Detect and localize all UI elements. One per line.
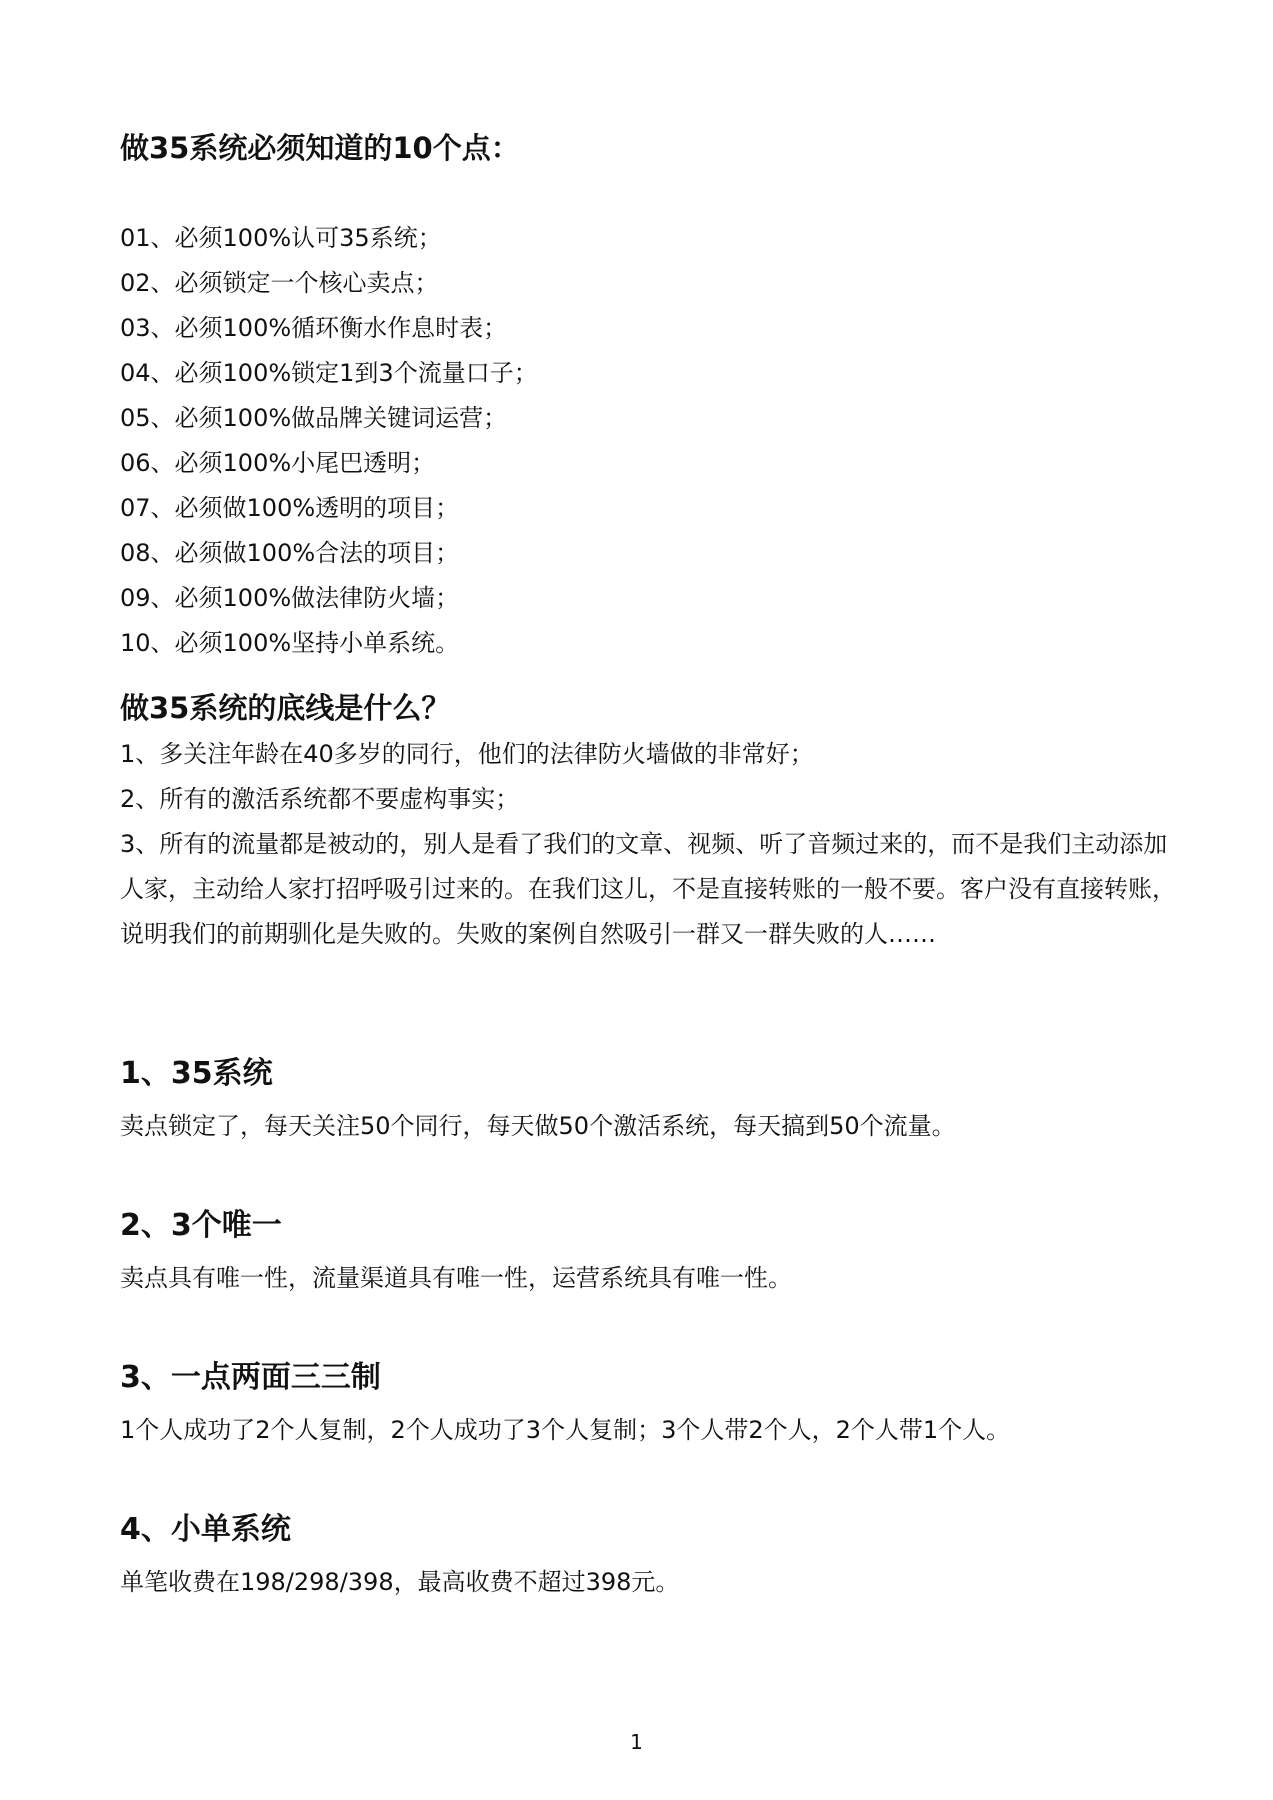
section-three-unique bbox=[120, 1204, 1180, 1300]
list-item: 10、必须100%坚持小单系统。 bbox=[120, 629, 460, 657]
bottomline-list bbox=[120, 732, 1180, 957]
list-item: 08、必须做100%合法的项目； bbox=[120, 539, 460, 567]
document-content bbox=[120, 128, 1180, 1604]
page-number: 1 bbox=[630, 1730, 643, 1754]
section-body: 卖点具有唯一性，流量渠道具有唯一性，运营系统具有唯一性。 bbox=[120, 1264, 792, 1292]
section-body: 单笔收费在198/298/398，最高收费不超过398元。 bbox=[120, 1568, 680, 1596]
section-title: 3、一点两面三三制 bbox=[120, 1360, 381, 1395]
list-item: 05、必须100%做品牌关键词运营； bbox=[120, 404, 508, 432]
section-body: 卖点锁定了，每天关注50个同行，每天做50个激活系统，每天搞到50个流量。 bbox=[120, 1112, 956, 1140]
list-item: 04、必须100%锁定1到3个流量口子； bbox=[120, 359, 538, 387]
list-item: 09、必须100%做法律防火墙； bbox=[120, 584, 460, 612]
section-title: 2、3个唯一 bbox=[120, 1208, 282, 1243]
list-item: 06、必须100%小尾巴透明； bbox=[120, 449, 436, 477]
list-item: 3、所有的流量都是被动的，别人是看了我们的文章、视频、听了音频过来的，而不是我们主动添加人家，主动给人家打招呼吸引过来的。在我们这儿，不是直接转账的一般不要。客户没有直接转账，说明我们的前期驯化是失败的。失败的案例自然吸引一群又一群失败的人…… bbox=[120, 830, 1176, 948]
list-item: 07、必须做100%透明的项目； bbox=[120, 494, 460, 522]
list-item: 02、必须锁定一个核心卖点； bbox=[120, 269, 439, 297]
ten-points-list bbox=[120, 216, 1180, 666]
heading-bottomline: 做35系统的底线是什么？ bbox=[120, 691, 451, 725]
list-item: 1、多关注年龄在40多岁的同行，他们的法律防火墙做的非常好； bbox=[120, 740, 814, 768]
section-title: 4、小单系统 bbox=[120, 1512, 291, 1547]
section-title: 1、35系统 bbox=[120, 1056, 273, 1091]
section-body: 1个人成功了2个人复制，2个人成功了3个人复制；3个人带2个人，2个人带1个人。 bbox=[120, 1416, 1011, 1444]
section-small-order-system bbox=[120, 1508, 1180, 1604]
list-item: 2、所有的激活系统都不要虚构事实； bbox=[120, 785, 520, 813]
list-item: 03、必须100%循环衡水作息时表； bbox=[120, 314, 508, 342]
section-35-system bbox=[120, 1052, 1180, 1148]
section-one-point-two-sides bbox=[120, 1356, 1180, 1452]
list-item: 01、必须100%认可35系统； bbox=[120, 224, 442, 252]
heading-ten-points: 做35系统必须知道的10个点： bbox=[120, 131, 520, 165]
